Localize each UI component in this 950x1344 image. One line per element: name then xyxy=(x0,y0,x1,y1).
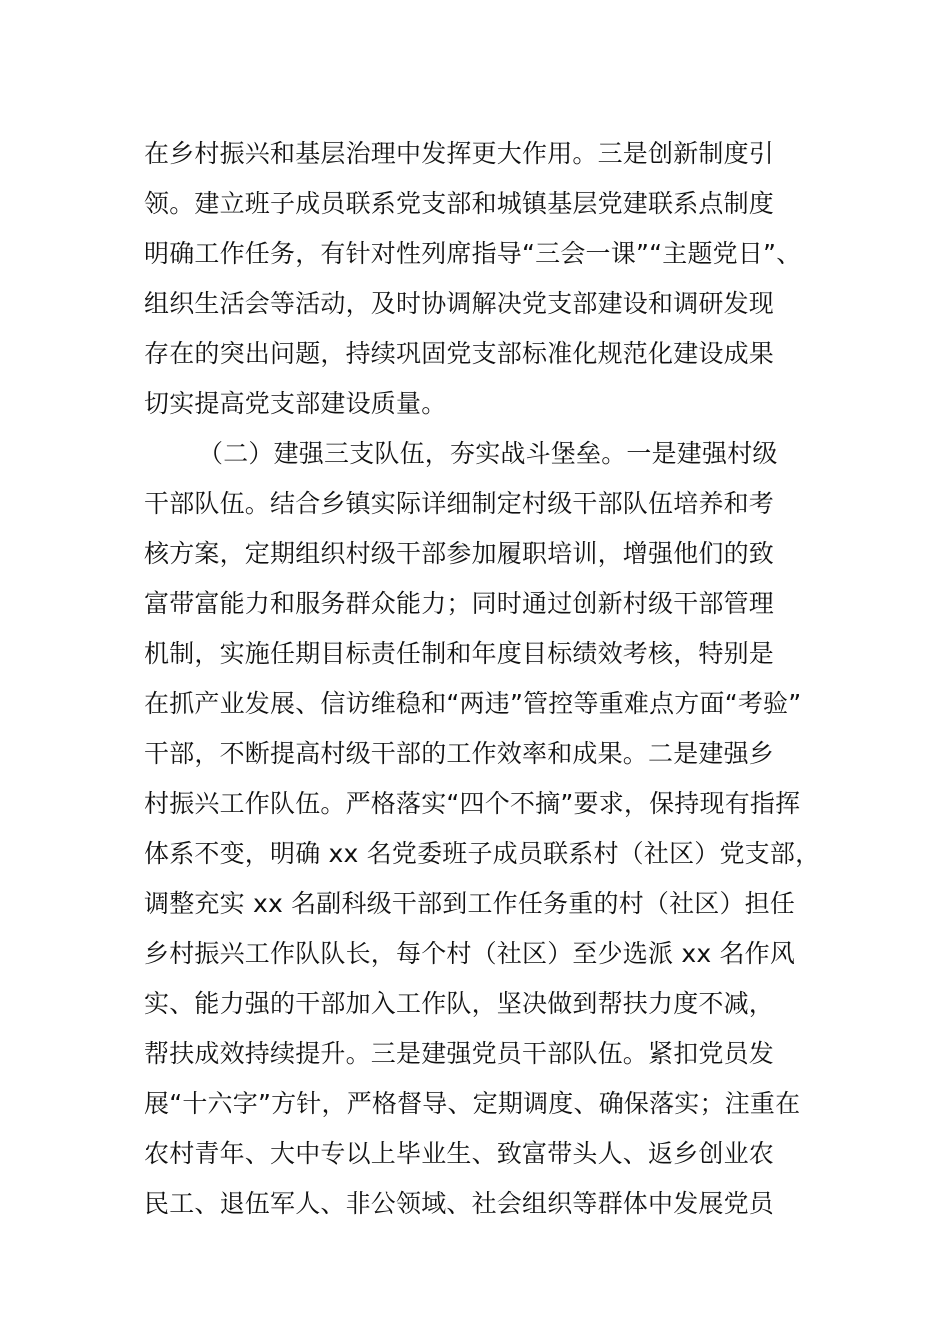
body-text xyxy=(144,129,824,1229)
text-line: 村振兴工作队伍。严格落实“四个不摘”要求，保持现有指挥 xyxy=(144,789,801,818)
text-line: 组织生活会等活动，及时协调解决党支部建设和调研发现 xyxy=(144,289,775,318)
text-line: 调整充实 xx 名副科级干部到工作任务重的村（社区）担任 xyxy=(144,889,796,918)
text-line: 干部，不断提高村级干部的工作效率和成果。二是建强乡 xyxy=(144,739,775,768)
section-heading-line: （二）建强三支队伍，夯实战斗堡垒。一是建强村级 xyxy=(198,439,778,468)
text-line: 实、能力强的干部加入工作队，坚决做到帮扶力度不减， xyxy=(144,989,775,1018)
text-line: 干部队伍。结合乡镇实际详细制定村级干部队伍培养和考 xyxy=(144,489,775,518)
text-line: 乡村振兴工作队队长，每个村（社区）至少选派 xx 名作风 xyxy=(144,939,796,968)
text-line: 领。建立班子成员联系党支部和城镇基层党建联系点制度 xyxy=(144,189,775,218)
text-line: 在抓产业发展、信访维稳和“两违”管控等重难点方面“考验” xyxy=(144,689,802,718)
text-line: 切实提高党支部建设质量。 xyxy=(144,389,447,418)
text-line: 富带富能力和服务群众能力；同时通过创新村级干部管理 xyxy=(144,589,775,618)
text-line: 明确工作任务，有针对性列席指导“三会一课”“主题党日”、 xyxy=(144,239,802,268)
text-line: 民工、退伍军人、非公领域、社会组织等群体中发展党员 xyxy=(144,1189,775,1218)
text-line: 核方案，定期组织村级干部参加履职培训，增强他们的致 xyxy=(144,539,775,568)
text-line: 存在的突出问题，持续巩固党支部标准化规范化建设成果 xyxy=(144,339,775,368)
text-line: 展“十六字”方针，严格督导、定期调度、确保落实；注重在 xyxy=(144,1089,801,1118)
text-line: 体系不变，明确 xx 名党委班子成员联系村（社区）党支部， xyxy=(144,839,821,868)
text-line: 帮扶成效持续提升。三是建强党员干部队伍。紧扣党员发 xyxy=(144,1039,775,1068)
text-line: 机制，实施任期目标责任制和年度目标绩效考核，特别是 xyxy=(144,639,775,668)
text-line: 在乡村振兴和基层治理中发挥更大作用。三是创新制度引 xyxy=(144,139,775,168)
text-line: 农村青年、大中专以上毕业生、致富带头人、返乡创业农 xyxy=(144,1139,775,1168)
